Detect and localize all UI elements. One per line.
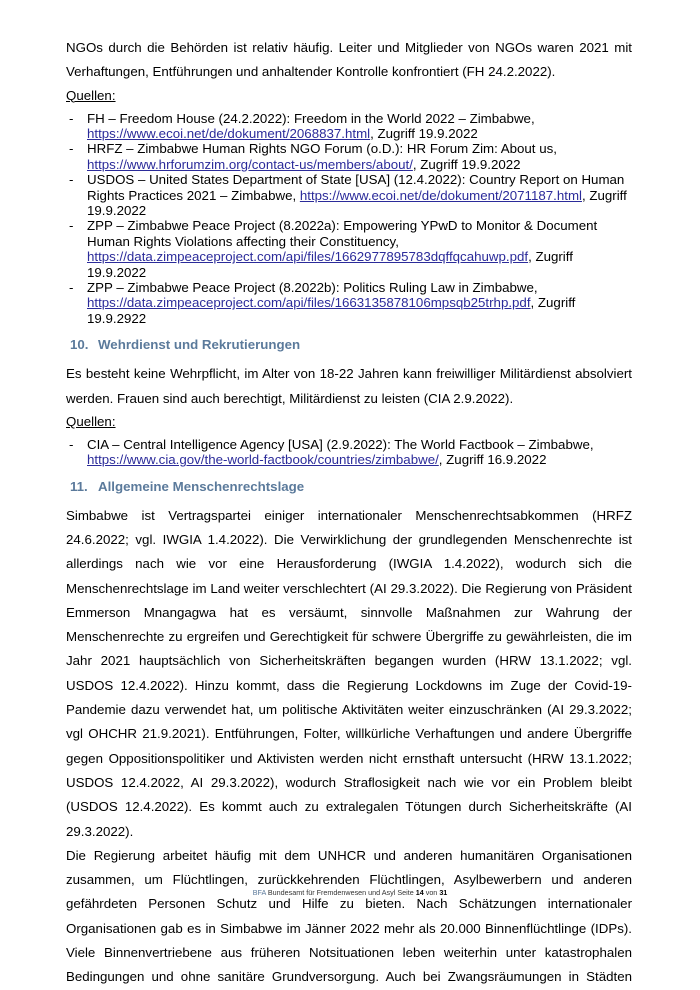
sources-label: Quellen: xyxy=(66,413,116,429)
section-11-paragraph-2: Die Regierung arbeitet häufig mit dem UNHCR und anderen humanitären Organisationen zusammen, um Flüchtlingen, zurückkehrenden Flüchtlingen, Asylbewerbern und anderen gefährdeten Personen Schutz und Hilfe zu bieten. Nach Schätzungen internationaler Organisationen gab es in Simbabwe im Jänner 2022 mehr als 20.000 Binnenflüchtlinge (IDPs). Viele Binnenvertriebene aus früheren Notsituationen leben weiterhin unter katastrophalen Bedingungen und ohne sanitäre Grundversorgung. Auch bei Zwangsräumungen in Städten xyxy=(66,847,632,985)
section-heading-10: 10. Wehrdienst und Rekrutierungen xyxy=(70,337,301,353)
source-item: - USDOS – United States Department of State [USA] (12.4.2022): Country Report on Human Rights Practices 2021 – Zimbabwe, https://www.ecoi.net/de/dokument/2071187.html, Zugriff 19.9.2022 xyxy=(69,172,627,219)
document-page xyxy=(66,36,632,990)
source-item: - HRFZ – Zimbabwe Human Rights NGO Forum (o.D.): HR Forum Zim: About us, https://www.hrforumzim.org/contact-us/members/about/, Zugriff 19.9.2022 xyxy=(69,141,557,172)
source-item: - CIA – Central Intelligence Agency [USA] (2.9.2022): The World Factbook – Zimbabwe, https://www.cia.gov/the-world-factbook/countries/zimbabwe/, Zugriff 16.9.2022 xyxy=(69,436,594,468)
source-item: - FH – Freedom House (24.2.2022): Freedom in the World 2022 – Zimbabwe, https://www.ecoi.net/de/dokument/2068837.html, Zugriff 19.9.2022 xyxy=(69,110,535,141)
source-link[interactable]: https://www.cia.gov/the-world-factbook/countries/zimbabwe/ xyxy=(87,452,439,468)
source-link[interactable]: https://data.zimpeaceproject.com/api/files/1663135878106mpsqb25trhp.pdf xyxy=(87,295,531,311)
page-current: 14 xyxy=(415,888,424,897)
source-link[interactable]: https://data.zimpeaceproject.com/api/files/1662977895783dqffqcahuwp.pdf xyxy=(87,249,529,265)
source-link[interactable]: https://www.ecoi.net/de/dokument/2068837.html xyxy=(87,126,371,141)
source-link[interactable]: https://www.hrforumzim.org/contact-us/members/about/ xyxy=(87,156,413,172)
org-abbr: BFA xyxy=(252,888,266,897)
source-item: - ZPP – Zimbabwe Peace Project (8.2022b): Politics Ruling Law in Zimbabwe, https://data.zimpeaceproject.com/api/files/1663135878106mpsqb25trhp.pdf, Zugriff 19.9.2922 xyxy=(69,280,576,326)
source-list xyxy=(66,437,632,468)
section-heading-11: 11. Allgemeine Menschenrechtslage xyxy=(70,478,305,494)
source-link[interactable]: https://www.ecoi.net/de/dokument/2071187.html xyxy=(299,187,582,203)
intro-paragraph: NGOs durch die Behörden ist relativ häufig. Leiter und Mitglieder von NGOs waren 2021 mit Verhaftungen, Entführungen und anhaltender Kontrolle konfrontiert (FH 24.2.2022). xyxy=(66,40,632,80)
source-list xyxy=(66,111,632,327)
org-name: Bundesamt für Fremdenwesen und Asyl xyxy=(267,888,396,897)
sources-label: Quellen: xyxy=(66,87,116,103)
page-total: 31 xyxy=(439,888,448,897)
source-item: - ZPP – Zimbabwe Peace Project (8.2022a): Empowering YPwD to Monitor & Document Human Rights Violations affecting their Constituency, https://data.zimpeaceproject.com/api/files/1662977895783dqffqcahuwp.pdf, Zugriff 19.9.2022 xyxy=(69,218,598,280)
section-11-paragraph-1: Simbabwe ist Vertragspartei einiger internationaler Menschenrechtsabkommen (HRFZ 24.6.2022; vgl. IWGIA 1.4.2022). Die Verwirklichung der grundlegenden Menschenrechte ist allerdings nach wie vor eine Herausforderung (IWGIA 1.4.2022), wodurch sich die Menschenrechtslage im Land weiter verschlechtert (AI 29.3.2022). Die Regierung von Präsident Emmerson Mnangagwa hat es versäumt, sinnvolle Maßnahmen zur Wahrung der Menschenrechte zu ergreifen und Gerechtigkeit für schwere Übergriffe zu gewährleisten, die im Jahr 2021 hauptsächlich von Sicherheitskräften begangen wurden (HRW 13.1.2022; vgl. USDOS 12.4.2022). Hinzu kommt, dass die Regierung Lockdowns im Zuge der Covid-19-Pandemie dazu verwendet hat, um politische Aktivitäten weiter einzuschränken (AI 29.3.2022; vgl OHCHR 21.9.2021). Entführungen, Folter, willkürliche Verhaftungen und andere Übergriffe gegen Oppositionspolitiker und Aktivisten werden nicht ernsthaft untersucht (HRW 13.1.2022; USDOS 12.4.2022, AI 29.3.2022), wodurch Straflosigkeit nach wie vor ein Problem bleibt (USDOS 12.4.2022). Es kommt auch zu extralegalen Tötungen durch Sicherheitskräfte (AI 29.3.2022). xyxy=(66,507,632,839)
section-10-paragraph: Es besteht keine Wehrpflicht, im Alter von 18-22 Jahren kann freiwilliger Militärdienst absolviert werden. Frauen sind auch berechtigt, Militärdienst zu leisten (CIA 2.9.2022). xyxy=(66,366,632,406)
page-footer: BFA Bundesamt für Fremdenwesen und Asyl Seite 14 von 31 xyxy=(252,888,448,897)
